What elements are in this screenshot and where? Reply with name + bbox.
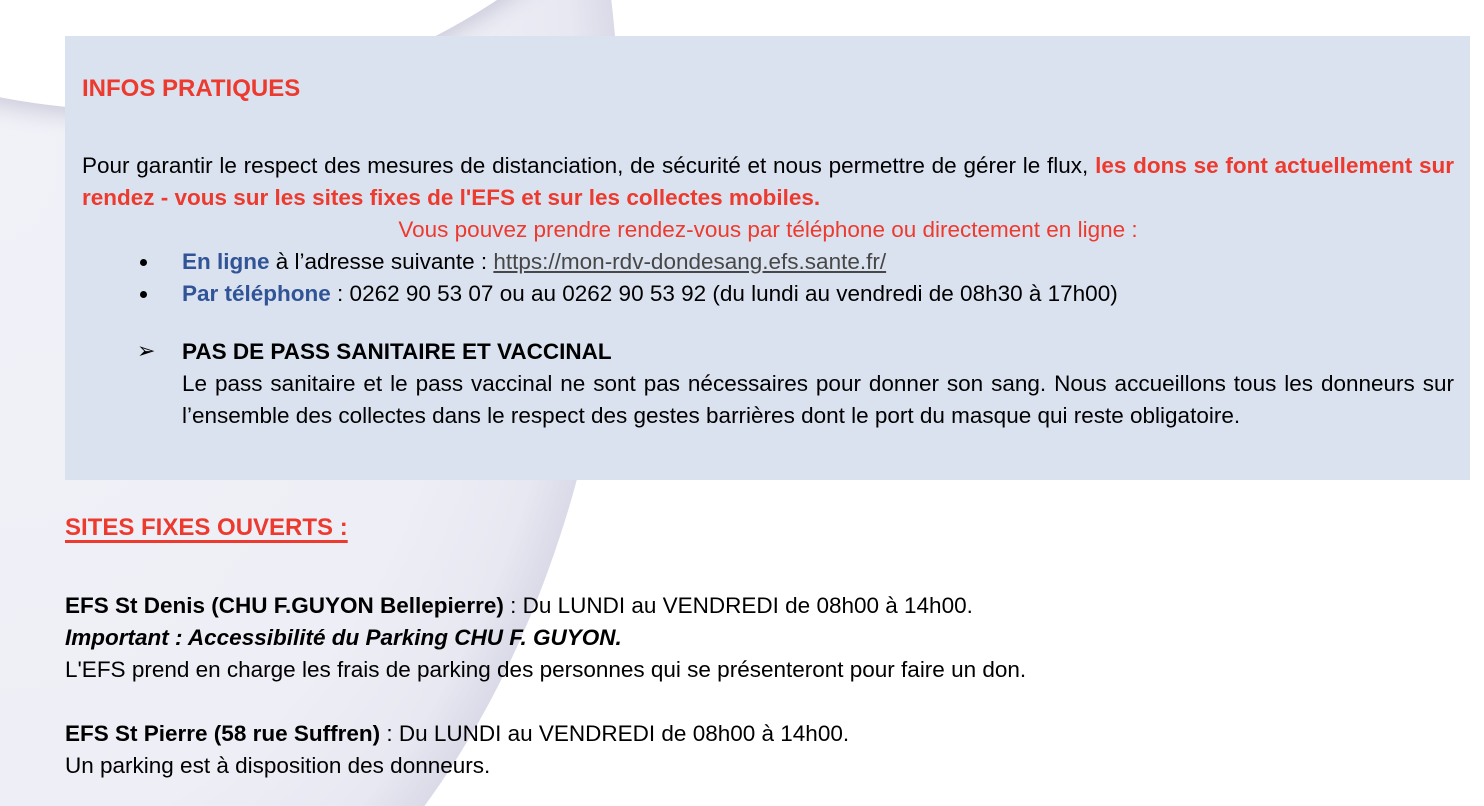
efs-st-pierre-name: EFS St Pierre (58 rue Suffren) bbox=[65, 721, 381, 746]
sites-fixes-heading: SITES FIXES OUVERTS : bbox=[65, 514, 348, 541]
par-telephone-text: : 0262 90 53 07 ou au 0262 90 53 92 (du lundi au vendredi de 08h30 à 17h00) bbox=[330, 281, 1118, 306]
en-ligne-text: à l’adresse suivante : bbox=[269, 249, 494, 274]
pass-sanitaire-body: Le pass sanitaire et le pass vaccinal ne sont pas nécessaires pour donner son sang. Nous accueillons tous les donneurs sur l’ensemble des collectes dans le respect des gestes barrières dont le port du masque qui reste obligatoire. bbox=[182, 371, 1454, 428]
intro-text-black: Pour garantir le respect des mesures de distanciation, de sécurité et nous permettre de gérer le flux, bbox=[82, 153, 1096, 178]
sites-fixes-section bbox=[65, 514, 1470, 782]
efs-st-denis-name: EFS St Denis (CHU F.GUYON Bellepierre) bbox=[65, 593, 504, 618]
bullet-en-ligne bbox=[82, 246, 1454, 278]
arrow-bullet-icon: ➢ bbox=[137, 339, 156, 364]
parking-fees-note: L'EFS prend en charge les frais de parking des personnes qui se présenteront pour faire un don. bbox=[65, 657, 1027, 682]
efs-st-denis-schedule: : Du LUNDI au VENDREDI de 08h00 à 14h00. bbox=[503, 593, 973, 618]
pass-sanitaire-item bbox=[82, 336, 1454, 432]
pass-sanitaire-title: PAS DE PASS SANITAIRE ET VACCINAL bbox=[182, 339, 612, 364]
efs-st-pierre-line bbox=[65, 718, 1470, 750]
infos-pratiques-title: INFOS PRATIQUES bbox=[82, 75, 301, 102]
par-telephone-label: Par téléphone bbox=[182, 281, 331, 306]
parking-important-note: Important : Accessibilité du Parking CHU F. GUYON. bbox=[65, 625, 622, 650]
en-ligne-label: En ligne bbox=[182, 249, 270, 274]
contact-bullet-list bbox=[82, 246, 1454, 310]
efs-st-pierre-schedule: : Du LUNDI au VENDREDI de 08h00 à 14h00. bbox=[380, 721, 850, 746]
pass-sanitaire-content bbox=[182, 336, 1454, 432]
bullet-icon bbox=[140, 259, 147, 266]
bullet-icon bbox=[140, 291, 147, 298]
intro-text-red: les dons se font actuellement sur rendez - vous sur les sites fixes de l'EFS et sur les collectes mobiles. bbox=[82, 153, 1454, 210]
intro-paragraph bbox=[82, 150, 1454, 214]
infos-pratiques-box bbox=[65, 36, 1470, 480]
rdv-link[interactable]: https://mon-rdv-dondesang.efs.sante.fr/ bbox=[493, 249, 887, 274]
rdv-instruction-line: Vous pouvez prendre rendez-vous par téléphone ou directement en ligne : bbox=[398, 217, 1138, 242]
st-pierre-parking-note: Un parking est à disposition des donneurs. bbox=[65, 753, 491, 778]
efs-st-denis-line bbox=[65, 590, 1470, 622]
bullet-par-telephone bbox=[82, 278, 1454, 310]
